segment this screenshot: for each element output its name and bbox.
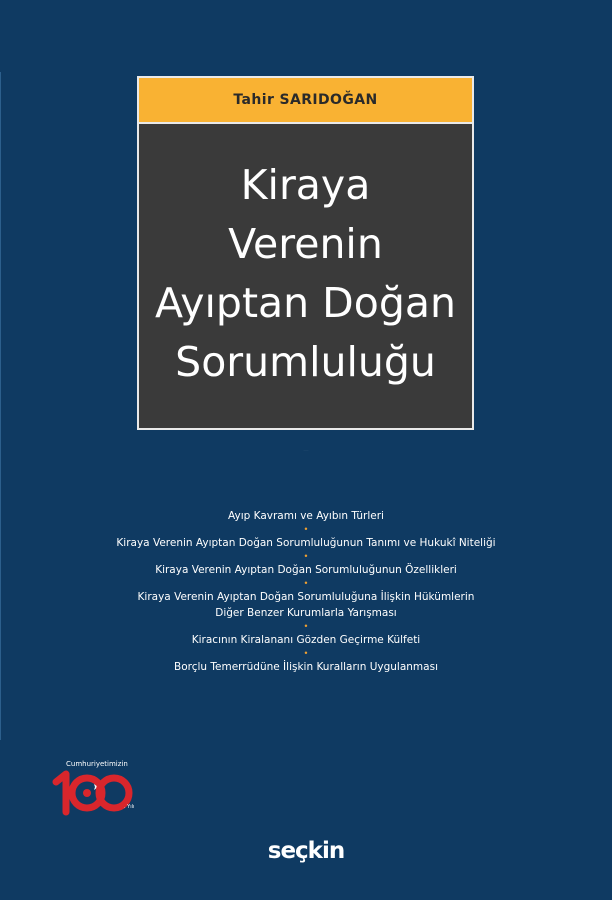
topic-item: Ayıp Kavramı ve Ayıbın Türleri — [228, 510, 384, 522]
topic-item: Kiraya Verenin Ayıptan Doğan Sorumluluğunun Tanımı ve Hukukî Niteliği — [116, 537, 496, 549]
title-line-3: Ayıptan Doğan — [155, 279, 456, 327]
centennial-suffix: . Yılı — [124, 804, 135, 810]
title-line-4: Sorumluluğu — [175, 338, 436, 386]
title-line-1: Kiraya — [240, 161, 371, 209]
topic-item: Diğer Benzer Kurumlarla Yarışması — [215, 607, 397, 619]
publisher-logo: seçkin — [267, 838, 345, 864]
bullet-icon: • — [304, 648, 308, 658]
centennial-caption: Cumhuriyetimizin — [66, 760, 128, 768]
book-title — [139, 124, 472, 392]
bullet-icon: • — [304, 524, 308, 534]
topic-item: Kiraya Verenin Ayıptan Doğan Sorumluluğuna İlişkin Hükümlerin — [137, 591, 475, 603]
centennial-logo — [48, 758, 158, 818]
centennial-100-icon — [48, 766, 148, 818]
topic-item: Kiraya Verenin Ayıptan Doğan Sorumluluğunun Özellikleri — [155, 564, 457, 576]
topic-item: Kiracının Kiralananı Gözden Geçirme Külfeti — [191, 634, 421, 646]
bullet-icon: • — [304, 551, 308, 561]
bullet-icon: • — [304, 578, 308, 588]
author-bar — [139, 78, 472, 124]
title-box — [137, 76, 474, 430]
title-line-2: Verenin — [228, 220, 383, 268]
topic-item: Borçlu Temerrüdüne İlişkin Kuralların Uygulanması — [174, 661, 438, 673]
topic-list — [60, 508, 552, 675]
author-name: Tahir SARIDOĞAN — [233, 92, 378, 108]
spine-edge — [0, 72, 1, 740]
decorative-mark: ····· — [303, 448, 309, 452]
bullet-icon: • — [304, 621, 308, 631]
